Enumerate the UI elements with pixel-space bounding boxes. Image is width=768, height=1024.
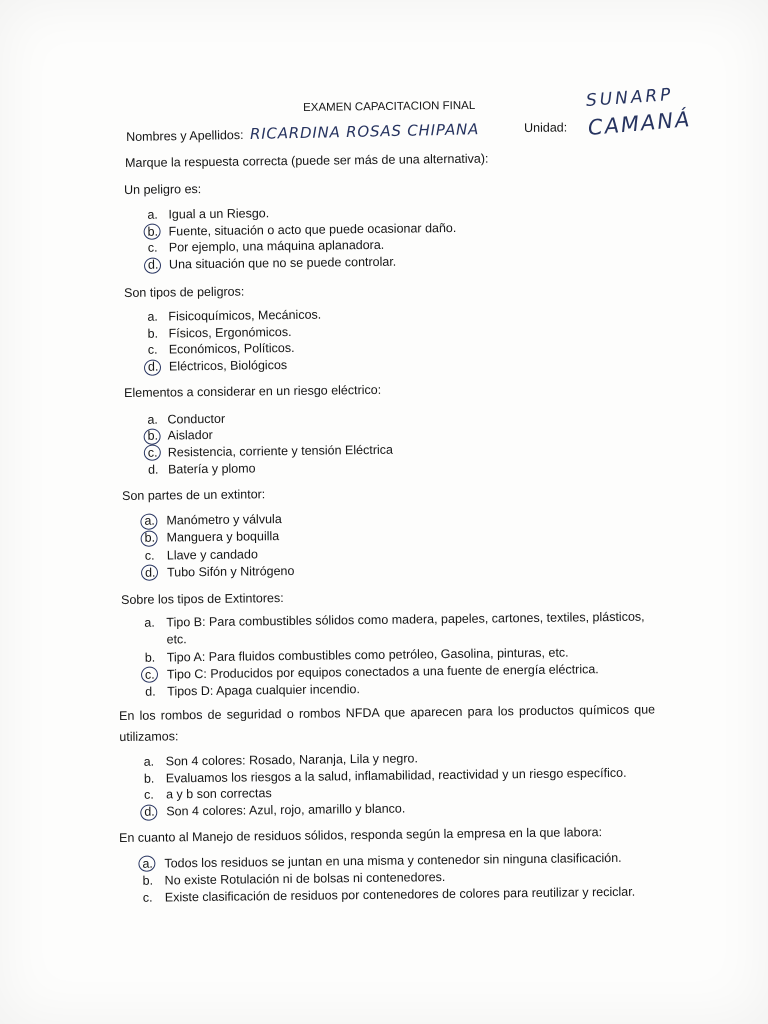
question-text: Elementos a considerar en un riesgo eléctrico: <box>124 382 382 400</box>
option-text: Igual a un Riesgo. <box>168 206 270 222</box>
exam-title: EXAMEN CAPACITACION FINAL <box>303 99 476 114</box>
option-text: No existe Rotulación ni de bolsas ni contenedores. <box>164 869 446 888</box>
option-text: Manguera y boquilla <box>166 529 280 545</box>
handwritten-header-note: SUNARP <box>585 84 675 111</box>
question-1 <box>124 175 659 273</box>
question-7 <box>119 823 655 907</box>
option-text: Por ejemplo, una máquina aplanadora. <box>168 238 385 255</box>
option-letter: b. <box>148 223 159 240</box>
option-text: Aislador <box>167 428 213 443</box>
option-letter: c. <box>145 666 155 683</box>
option-letter: b. <box>148 428 159 445</box>
option-text: Tubo Sifón y Nitrógeno <box>166 563 295 580</box>
answer-circle-mark <box>140 666 160 685</box>
answer-circle-mark <box>137 854 157 873</box>
option-letter: b. <box>147 326 159 341</box>
option-letter: c. <box>144 548 155 563</box>
question-text: En los rombos de seguridad o rombos NFDA que aparecen para los productos químicos que utilizamos: <box>119 701 656 744</box>
option-letter: d. <box>144 803 155 820</box>
option-letter: b. <box>142 873 154 888</box>
option-list <box>144 747 657 820</box>
option-text: Todos los residuos se juntan en una misma y contenedor sin ninguna clasificación. <box>164 850 622 870</box>
answer-circle-mark <box>139 512 159 531</box>
option-text: Tipos D: Apaga cualquier incendio. <box>167 682 361 699</box>
handwritten-unit: CAMANÁ <box>586 107 693 140</box>
option-text: Manómetro y válvula <box>166 512 282 528</box>
option-letter: a. <box>143 754 155 769</box>
answer-circle-mark <box>139 529 159 548</box>
option-letter: a. <box>147 309 158 324</box>
option-list <box>142 849 655 907</box>
option-list <box>147 200 659 273</box>
option-text: Llave y candado <box>166 546 258 563</box>
option-text: Existe clasificación de residuos por contenedores de colores para reutilizar y reciclar. <box>164 884 636 905</box>
option-letter: c. <box>147 343 158 358</box>
option-letter: d. <box>145 564 156 581</box>
answer-circle-mark <box>142 222 162 241</box>
option-text: Fisicoquímicos, Mecánicos. <box>168 307 322 324</box>
answer-circle-mark <box>143 256 163 275</box>
option-letter: d. <box>145 684 156 699</box>
option-text: Evaluamos los riesgos a la salud, inflamabilidad, reactividad y un riesgo específico. <box>165 765 627 785</box>
option-letter: a. <box>142 855 153 872</box>
option-letter: a. <box>144 513 155 530</box>
unit-label: Unidad: <box>524 120 568 135</box>
option-list <box>144 506 657 581</box>
question-4 <box>122 481 657 582</box>
names-label: Nombres y Apellidos: <box>126 127 244 144</box>
option-text: Tipo A: Para fluidos combustibles como petróleo, Gasolina, pinturas, etc. <box>166 645 569 665</box>
option-text: Fuente, situación o acto que puede ocasionar daño. <box>168 220 457 239</box>
option-letter: c. <box>147 241 158 256</box>
option-letter: d. <box>148 359 159 376</box>
answer-circle-mark <box>139 802 159 821</box>
option-letter: b. <box>144 650 156 665</box>
option-text: Tipo B: Para combustibles sólidos como madera, papeles, cartones, textiles, plásticos, etc. <box>166 609 645 647</box>
answer-circle-mark <box>142 427 162 446</box>
option-letter: c. <box>144 787 154 802</box>
question-text: Son tipos de peligros: <box>124 284 245 300</box>
option-list <box>147 405 658 478</box>
option-text: Resistencia, corriente y tensión Eléctrica <box>167 442 394 460</box>
option-letter: d. <box>148 257 159 274</box>
option-text: a y b son correctas <box>166 786 272 802</box>
option-letter: c. <box>142 890 153 905</box>
option-text: Conductor <box>167 411 226 426</box>
question-text: En cuanto al Manejo de residuos sólidos, responda según la empresa en la que labora: <box>119 825 603 845</box>
question-5 <box>121 585 657 701</box>
question-text: Un peligro es: <box>124 182 202 197</box>
handwritten-name: RICARDINA ROSAS CHIPANA <box>249 120 480 143</box>
option-text: Son 4 colores: Azul, rojo, amarillo y blanco. <box>166 801 406 819</box>
answer-circle-mark <box>143 358 163 377</box>
question-text: Sobre los tipos de Extintores: <box>121 591 284 607</box>
answer-circle-mark <box>142 444 162 463</box>
option-text: Eléctricos, Biológicos <box>168 358 288 374</box>
question-6 <box>119 699 656 820</box>
question-text: Son partes de un extintor: <box>122 487 266 503</box>
option-list <box>147 302 659 375</box>
instructions: Marque la respuesta correcta (puede ser más de una alternativa): <box>125 151 489 170</box>
option-text: Tipo C: Producidos por equipos conectados a una fuente de energía eléctrica. <box>166 662 599 682</box>
question-3 <box>124 378 658 478</box>
option-letter: a. <box>147 412 158 427</box>
option-letter: c. <box>148 445 158 462</box>
option-text: Físicos, Ergonómicos. <box>168 324 292 341</box>
option-letter: b. <box>145 530 156 547</box>
question-2 <box>124 278 659 375</box>
option-text: Son 4 colores: Rosado, Naranja, Lila y negro. <box>165 750 418 768</box>
option-letter: a. <box>144 615 155 630</box>
option-letter: b. <box>143 770 155 785</box>
option-text: Una situación que no se puede controlar. <box>168 254 397 272</box>
option-text: Económicos, Políticos. <box>168 341 295 357</box>
option-text: Batería y plomo <box>167 461 256 477</box>
option-letter: a. <box>147 207 158 222</box>
option-list <box>144 608 657 701</box>
option-letter: d. <box>147 462 159 477</box>
answer-circle-mark <box>140 564 160 583</box>
